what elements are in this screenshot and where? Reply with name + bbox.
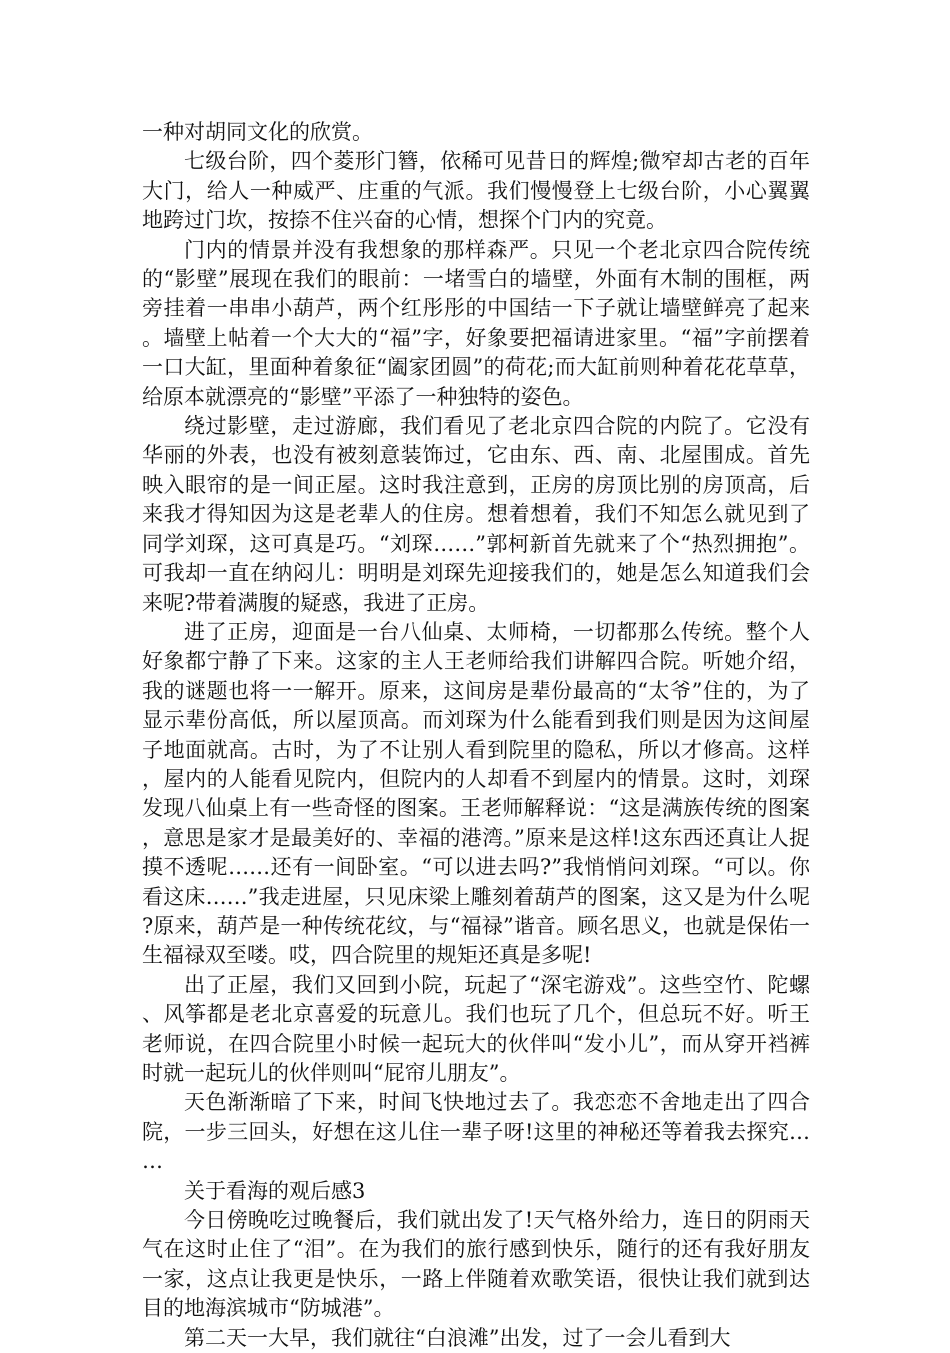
document-body [142,118,810,1353]
paragraph: 今日傍晚吃过晚餐后，我们就出发了!天气格外给力，连日的阴雨天气在这时止住了“泪”。在为我们的旅行感到快乐，随行的还有我好朋友一家，这点让我更是快乐，一路上伴随着欢歌笑语，很快让我们就到达目的地海滨城市“防城港”。 [142,1208,810,1321]
paragraph: 一种对胡同文化的欣赏。 [142,120,373,144]
paragraph: 绕过影壁，走过游廊，我们看见了老北京四合院的内院了。它没有华丽的外表，也没有被刻意装饰过，它由东、西、南、北屋围成。首先映入眼帘的是一间正屋。这时我注意到，正房的房顶比别的房顶高，后来我才得知因为这是老辈人的住房。想着想着，我们不知怎么就见到了同学刘琛，这可真是巧。“刘琛……”郭柯新首先就来了个“热烈拥抱”。可我却一直在纳闷儿：明明是刘琛先迎接我们的，她是怎么知道我们会来呢?带着满腹的疑惑，我进了正房。 [142,414,810,615]
paragraph: 门内的情景并没有我想象的那样森严。只见一个老北京四合院传统的“影壁”展现在我们的眼前：一堵雪白的墙壁，外面有木制的围框，两旁挂着一串串小葫芦，两个红彤彤的中国结一下子就让墙壁鲜亮了起来。墙壁上帖着一个大大的“福”字，好象要把福请进家里。“福”字前摆着一口大缸，里面种着象征“阖家团圆”的荷花;而大缸前则种着花花草草，给原本就漂亮的“影壁”平添了一种独特的姿色。 [142,237,810,409]
paragraph: 出了正屋，我们又回到小院，玩起了“深宅游戏”。这些空竹、陀螺、风筝都是老北京喜爱的玩意儿。我们也玩了几个，但总玩不好。听王老师说，在四合院里小时候一起玩大的伙伴叫“发小儿”，而从穿开裆裤时就一起玩儿的伙伴则叫“屁帘儿朋友”。 [142,972,810,1085]
section-heading: 关于看海的观后感3 [184,1178,366,1203]
paragraph: 第二天一大早，我们就往“白浪滩”出发，过了一会儿看到大 [184,1325,731,1350]
paragraph: 进了正房，迎面是一台八仙桌、太师椅，一切都那么传统。整个人好象都宁静了下来。这家的主人王老师给我们讲解四合院。听她介绍，我的谜题也将一一解开。原来，这间房是辈份最高的“太爷”住的，为了显示辈份高低，所以屋顶高。而刘琛为什么能看到我们则是因为这间屋子地面就高。古时，为了不让别人看到院里的隐私，所以才修高。这样，屋内的人能看见院内，但院内的人却看不到屋内的情景。这时，刘琛发现八仙桌上有一些奇怪的图案。王老师解释说：“这是满族传统的图案，意思是家才是最美好的、幸福的港湾。”原来是这样!这东西还真让人捉摸不透呢……还有一间卧室。“可以进去吗?”我悄悄问刘琛。“可以。你看这床……”我走进屋，只见床梁上雕刻着葫芦的图案，这又是为什么呢?原来，葫芦是一种传统花纹，与“福禄”谐音。顾名思义，也就是保佑一生福禄双至喽。哎，四合院里的规矩还真是多呢! [142,619,810,968]
paragraph: 天色渐渐暗了下来，时间飞快地过去了。我恋恋不舍地走出了四合院，一步三回头，好想在这儿住一辈子呀!这里的神秘还等着我去探究…… [142,1090,810,1174]
paragraph: 七级台阶，四个菱形门簪，依稀可见昔日的辉煌;微窄却古老的百年大门，给人一种威严、庄重的气派。我们慢慢登上七级台阶，小心翼翼地跨过门坎，按捺不住兴奋的心情，想探个门内的究竟。 [142,149,810,233]
